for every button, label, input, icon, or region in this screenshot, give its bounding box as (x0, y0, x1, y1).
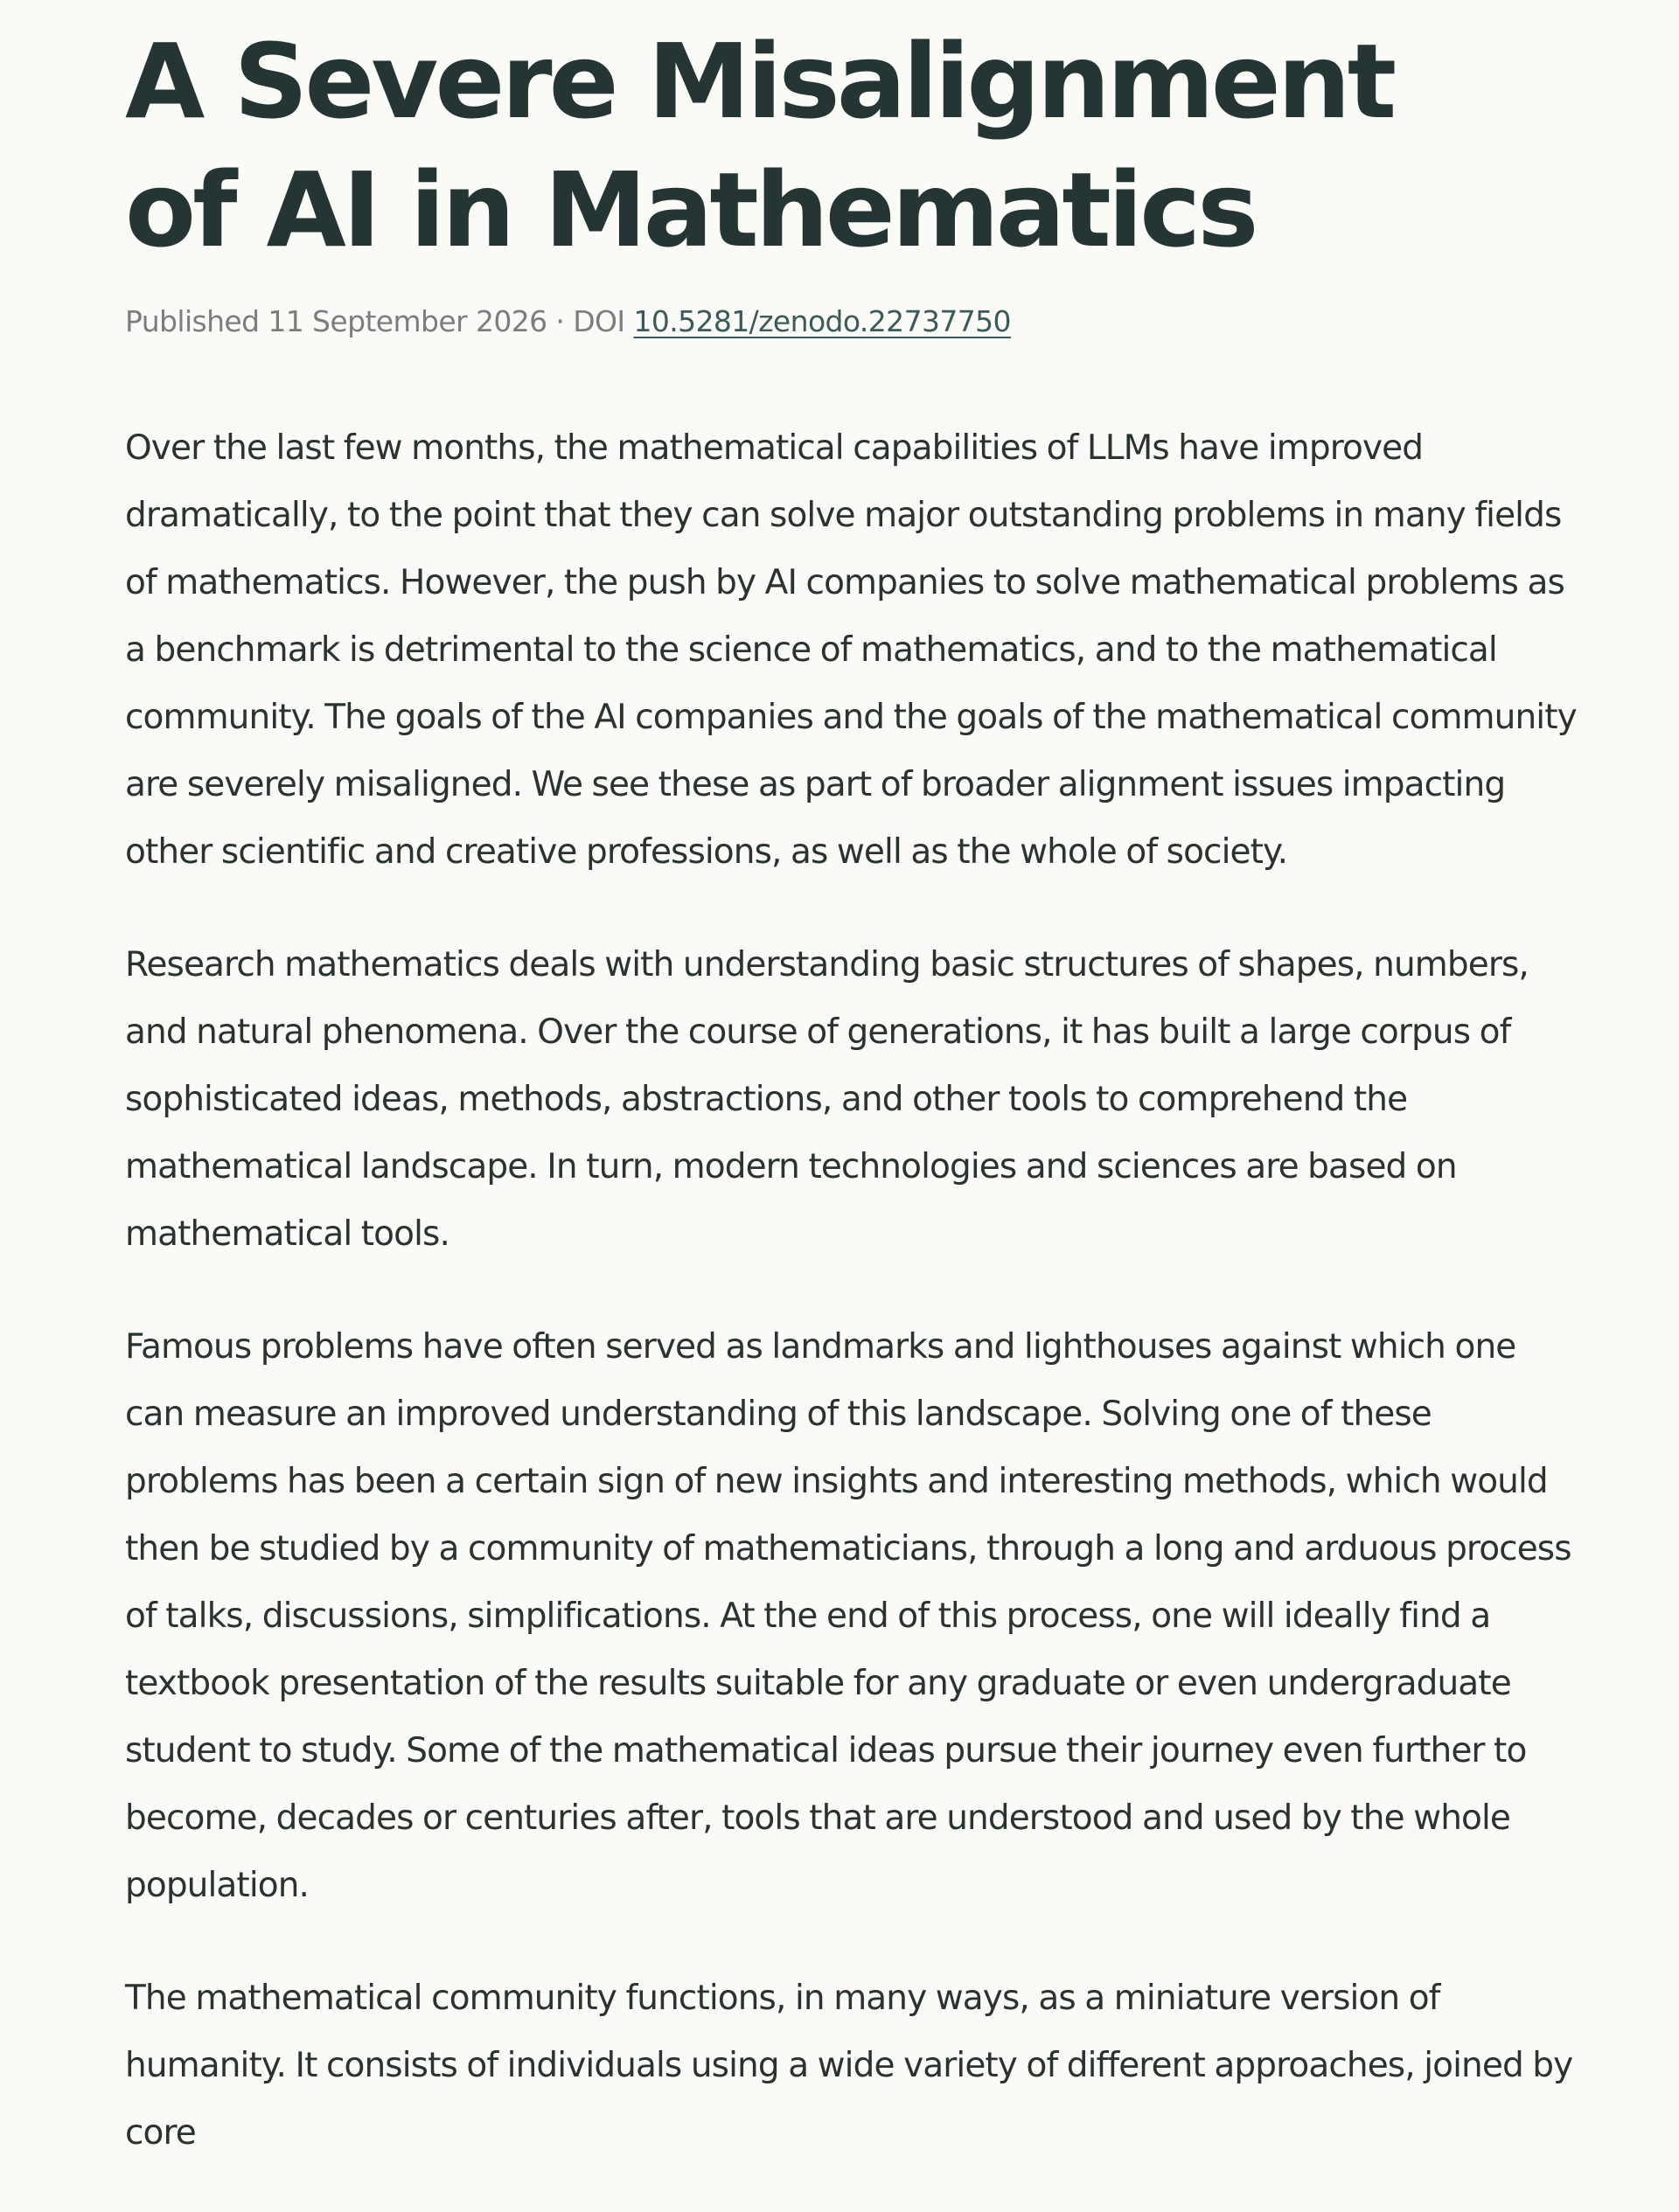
article-title-line-2: of AI in Mathematics (125, 150, 1256, 270)
paragraph-1: Over the last few months, the mathematical capabilities of LLMs have improved dramatically, to the point that they can solve major outstanding problems in many fields of mathematics. However, the push by AI companies to solve mathematical problems as a benchmark is detrimental to the science of mathematics, and to the mathematical community. The goals of the AI companies and the goals of the mathematical community are severely misaligned. We see these as part of broader alignment issues impacting other scientific and creative professions, as well as the whole of society. (125, 428, 1577, 872)
article-title (125, 17, 1577, 275)
publication-meta (125, 304, 1577, 339)
article-body (125, 414, 1577, 2167)
article (125, 17, 1577, 2212)
meta-separator: · (547, 304, 574, 338)
paragraph-4: The mathematical community functions, in many ways, as a miniature version of humanity. It consists of individuals using a wide variety of different approaches, joined by core (125, 1979, 1573, 2153)
paragraph-2: Research mathematics deals with understanding basic structures of shapes, numbers, and natural phenomena. Over the course of generations, it has built a large corpus of sophisticated ideas, methods, abstractions, and other tools to comprehend the mathematical landscape. In turn, modern technologies and sciences are based on mathematical tools. (125, 945, 1529, 1254)
paragraph-3: Famous problems have often served as landmarks and lighthouses against which one can measure an improved understanding of this landscape. Solving one of these problems has been a certain sign of new insights and interesting methods, which would then be studied by a community of mathematicians, through a long and arduous process of talks, discussions, simplifications. At the end of this process, one will ideally find a textbook presentation of the results suitable for any graduate or even undergraduate student to study. Some of the mathematical ideas pursue their journey even further to become, decades or centuries after, tools that are understood and used by the whole population. (125, 1327, 1571, 1905)
published-label: Published (125, 304, 260, 338)
published-date: 11 September 2026 (268, 304, 547, 338)
article-title-line-1: A Severe Misalignment (125, 21, 1394, 142)
doi-link[interactable]: 10.5281/zenodo.22737750 (633, 304, 1011, 338)
doi-label: DOI (573, 304, 625, 338)
